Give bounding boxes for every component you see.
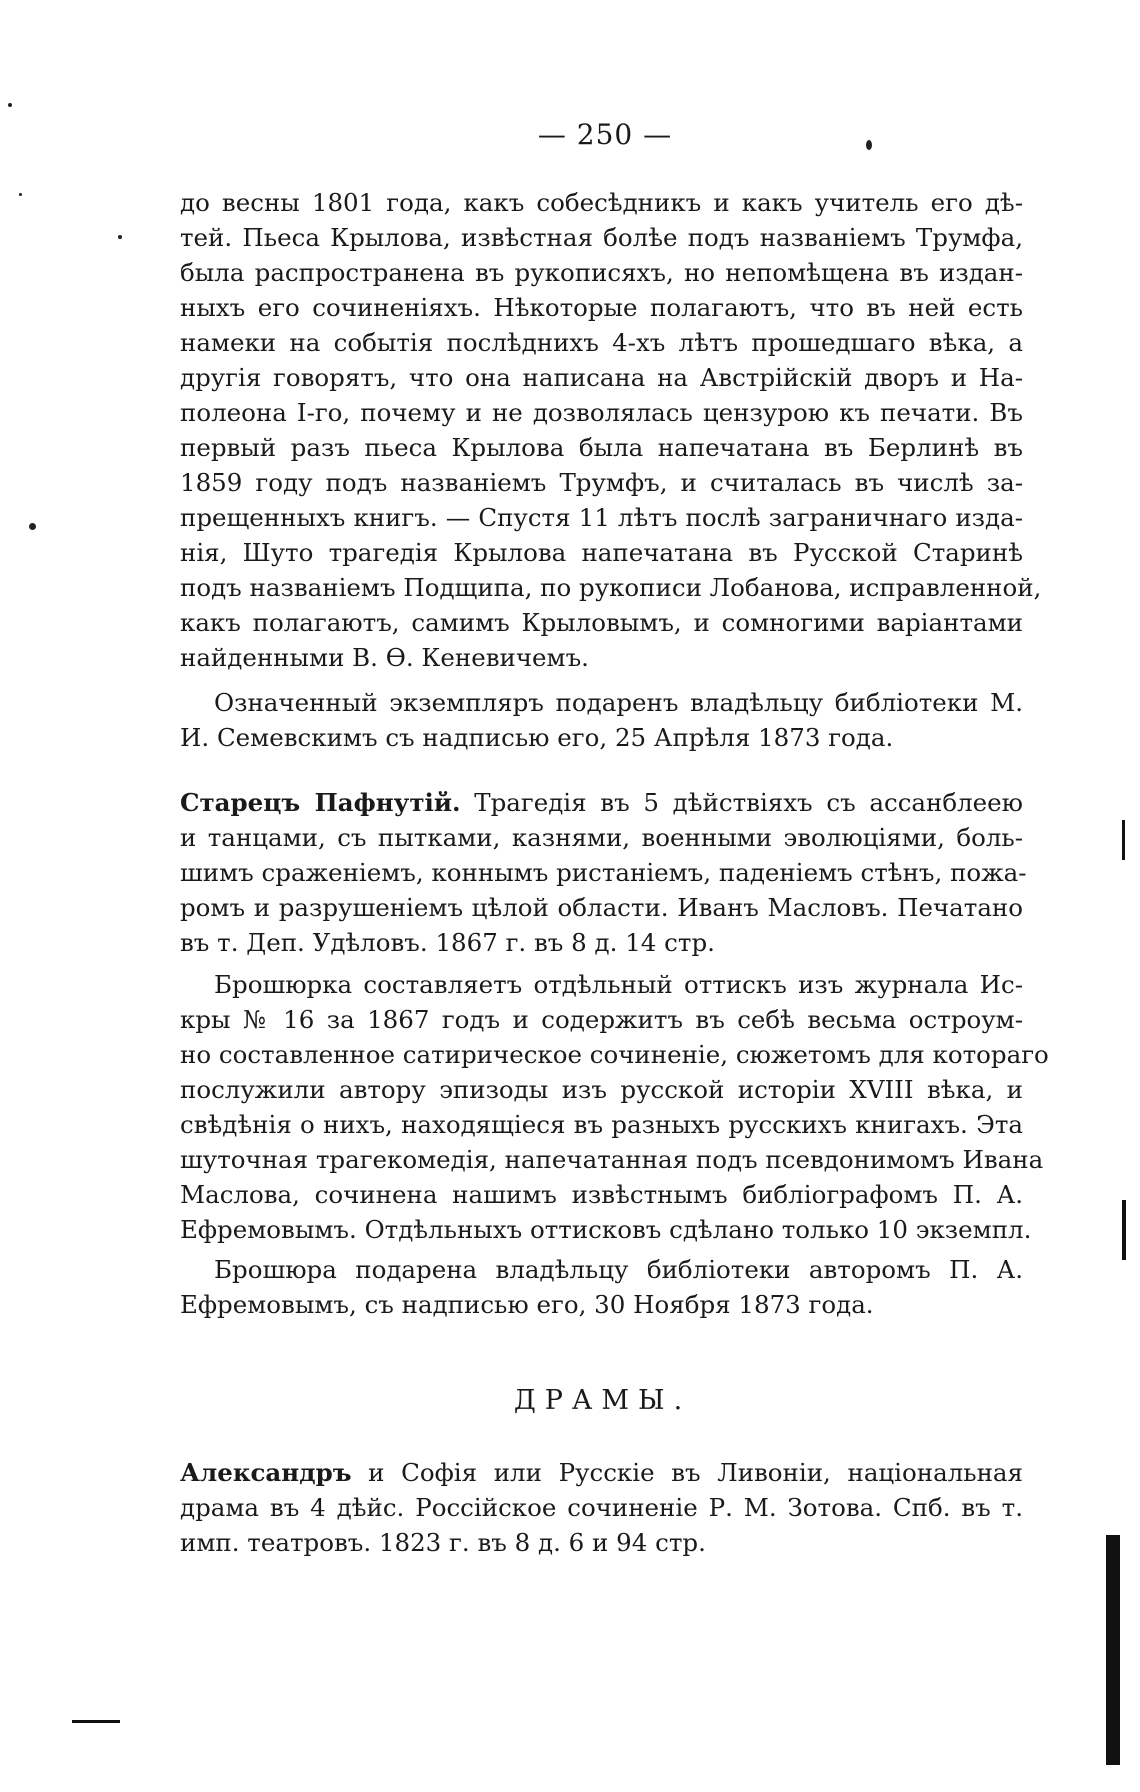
paragraph-gift-note-1 (180, 685, 1023, 755)
page-number: — 250 — (537, 118, 673, 151)
text-line: послужили автору эпизоды изъ русской исторіи XVIII вѣка, и (180, 1075, 1023, 1104)
entry-text: и Софія или Русскіе въ Ливоніи, національная (351, 1458, 1023, 1487)
text-line: намеки на событія послѣднихъ 4-хъ лѣтъ прошедшаго вѣка, а (180, 328, 1023, 357)
entry-aleksandr-i-sofiya (180, 1455, 1023, 1560)
text-line: какъ полагаютъ, самимъ Крыловымъ, и сомногими варіантами (180, 608, 1023, 637)
scan-speck (866, 140, 872, 150)
text-line: шимъ сраженіемъ, коннымъ ристаніемъ, паденіемъ стѣнъ, пожа- (180, 858, 1027, 887)
scan-dash-mark (72, 1720, 120, 1723)
text-line: была распространена въ рукописяхъ, но непомѣщена въ издан- (180, 258, 1023, 287)
scan-speck (29, 523, 36, 530)
text-line: и танцами, съ пытками, казнями, военными эволюціями, боль- (180, 823, 1023, 852)
text-line (180, 785, 1023, 820)
text-line: найденными В. Ѳ. Кеневичемъ. (180, 643, 589, 672)
text-line (180, 1455, 1023, 1490)
text-line: нія, Шуто трагедія Крылова напечатана въ Русской Старинѣ (180, 538, 1023, 567)
scan-edge-tick (1122, 1200, 1126, 1260)
scan-edge-bar (1106, 1535, 1120, 1765)
text-line: другія говорятъ, что она написана на Австрійскій дворъ и На- (180, 363, 1023, 392)
text-line: 1859 году подъ названіемъ Трумфъ, и считалась въ числѣ за- (180, 468, 1023, 497)
entry-title: Старецъ Пафнутій. (180, 788, 461, 817)
text-line: ромъ и разрушеніемъ цѣлой области. Иванъ Масловъ. Печатано (180, 893, 1023, 922)
scan-speck (118, 235, 122, 239)
paragraph-krylov-play (180, 185, 1042, 675)
text-line: тей. Пьеса Крылова, извѣстная болѣе подъ названіемъ Трумфа, (180, 223, 1023, 252)
text-line: Ефремовымъ, съ надписью его, 30 Ноября 1873 года. (180, 1290, 874, 1319)
paragraph-gift-note-2 (180, 1252, 1023, 1322)
scan-speck (8, 103, 12, 107)
text-line: ныхъ его сочиненіяхъ. Нѣкоторые полагаютъ, что въ ней есть (180, 293, 1023, 322)
text-line: драма въ 4 дѣйс. Россійское сочиненіе Р. М. Зотова. Спб. въ т. (180, 1493, 1023, 1522)
entry-text: Трагедія въ 5 дѣйствіяхъ съ ассанблеею (460, 788, 1023, 817)
entry-title: Александръ (180, 1458, 352, 1487)
scan-speck (19, 193, 22, 196)
text-line: Означенный экземпляръ подаренъ владѣльцу библіотеки М. (214, 688, 1023, 717)
scan-edge-tick (1122, 820, 1125, 860)
text-line: шуточная трагекомедія, напечатанная подъ псевдонимомъ Ивана (180, 1145, 1044, 1174)
text-line: прещенныхъ книгъ. — Спустя 11 лѣтъ послѣ заграничнаго изда- (180, 503, 1023, 532)
text-line: въ т. Деп. Удѣловъ. 1867 г. въ 8 д. 14 стр. (180, 928, 715, 957)
text-line: первый разъ пьеса Крылова была напечатана въ Берлинѣ въ (180, 433, 1023, 462)
paragraph-brochure-description (180, 967, 1049, 1247)
text-line: Ефремовымъ. Отдѣльныхъ оттисковъ сдѣлано только 10 экземпл. (180, 1215, 1032, 1244)
section-heading: ДРАМЫ. (513, 1385, 692, 1416)
text-line: свѣдѣнія о нихъ, находящіеся въ разныхъ русскихъ книгахъ. Эта (180, 1110, 1023, 1139)
text-line: имп. театровъ. 1823 г. въ 8 д. 6 и 94 стр. (180, 1528, 706, 1557)
text-line: Брошюрка составляетъ отдѣльный оттискъ изъ журнала Ис- (214, 970, 1023, 999)
text-line: подъ названіемъ Подщипа, по рукописи Лобанова, исправленной, (180, 573, 1042, 602)
text-line: но составленное сатирическое сочиненіе, сюжетомъ для котораго (180, 1040, 1049, 1069)
text-line: кры № 16 за 1867 годъ и содержитъ въ себѣ весьма остроум- (180, 1005, 1023, 1034)
entry-staretz-pafnutiy (180, 785, 1027, 960)
text-line: полеона I-го, почему и не дозволялась цензурою къ печати. Въ (180, 398, 1023, 427)
text-line: И. Семевскимъ съ надписью его, 25 Апрѣля 1873 года. (180, 723, 894, 752)
text-line: до весны 1801 года, какъ собесѣдникъ и какъ учитель его дѣ- (180, 188, 1023, 217)
text-line: Маслова, сочинена нашимъ извѣстнымъ библіографомъ П. А. (180, 1180, 1023, 1209)
text-line: Брошюра подарена владѣльцу библіотеки авторомъ П. А. (214, 1255, 1023, 1284)
